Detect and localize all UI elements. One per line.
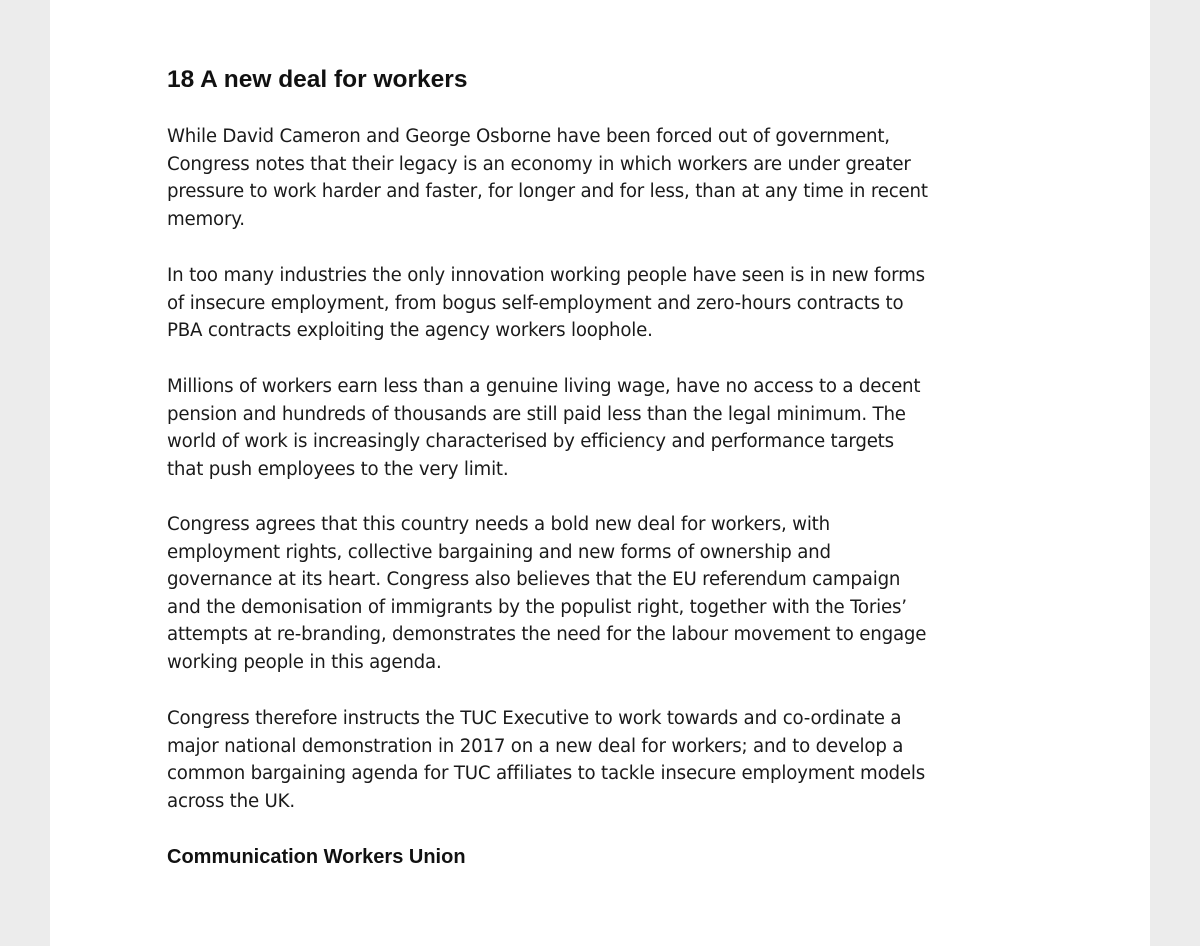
paragraph-1 — [167, 123, 1047, 233]
paragraph-line: pressure to work harder and faster, for longer and for less, than at any time in recent — [167, 181, 928, 202]
paragraph-5 — [167, 705, 1047, 815]
paragraph-line: governance at its heart. Congress also believes that the EU referendum campaign — [167, 569, 901, 590]
paragraph-line: across the UK. — [167, 790, 295, 812]
paragraph-2 — [167, 262, 1047, 345]
paragraph-line: working people in this agenda. — [167, 651, 442, 673]
paragraph-line: common bargaining agenda for TUC affiliates to tackle insecure employment models — [167, 763, 925, 784]
paragraph-line: major national demonstration in 2017 on a new deal for workers; and to develop a — [167, 735, 904, 757]
paragraph-line: world of work is increasingly characterised by efficiency and performance targets — [167, 431, 894, 452]
motion-title: 18 A new deal for workers — [167, 66, 468, 93]
paragraph-line: pension and hundreds of thousands are still paid less than the legal minimum. The — [167, 403, 906, 425]
paragraph-line: employment rights, collective bargaining and new forms of ownership and — [167, 541, 831, 563]
paragraph-line: Millions of workers earn less than a genuine living wage, have no access to a decent — [167, 376, 921, 397]
paragraph-4 — [167, 511, 1047, 676]
paragraph-line: attempts at re-branding, demonstrates the need for the labour movement to engage — [167, 624, 927, 645]
paragraph-line: In too many industries the only innovation working people have seen is in new forms — [167, 265, 925, 286]
paragraph-line: that push employees to the very limit. — [167, 458, 509, 480]
paragraph-line: Congress therefore instructs the TUC Executive to work towards and co-ordinate a — [167, 708, 902, 729]
document-page — [50, 0, 1150, 946]
paragraph-line: Congress notes that their legacy is an economy in which workers are under greater — [167, 153, 911, 175]
paragraph-3 — [167, 373, 1047, 483]
paragraph-line: PBA contracts exploiting the agency workers loophole. — [167, 320, 653, 341]
paragraph-line: Congress agrees that this country needs a bold new deal for workers, with — [167, 514, 830, 535]
paragraph-line: of insecure employment, from bogus self-employment and zero-hours contracts to — [167, 292, 904, 314]
union-signature: Communication Workers Union — [167, 846, 466, 868]
paragraph-line: and the demonisation of immigrants by the populist right, together with the Tories’ — [167, 596, 907, 618]
paragraph-line: While David Cameron and George Osborne have been forced out of government, — [167, 126, 890, 147]
paragraph-line: memory. — [167, 208, 245, 230]
